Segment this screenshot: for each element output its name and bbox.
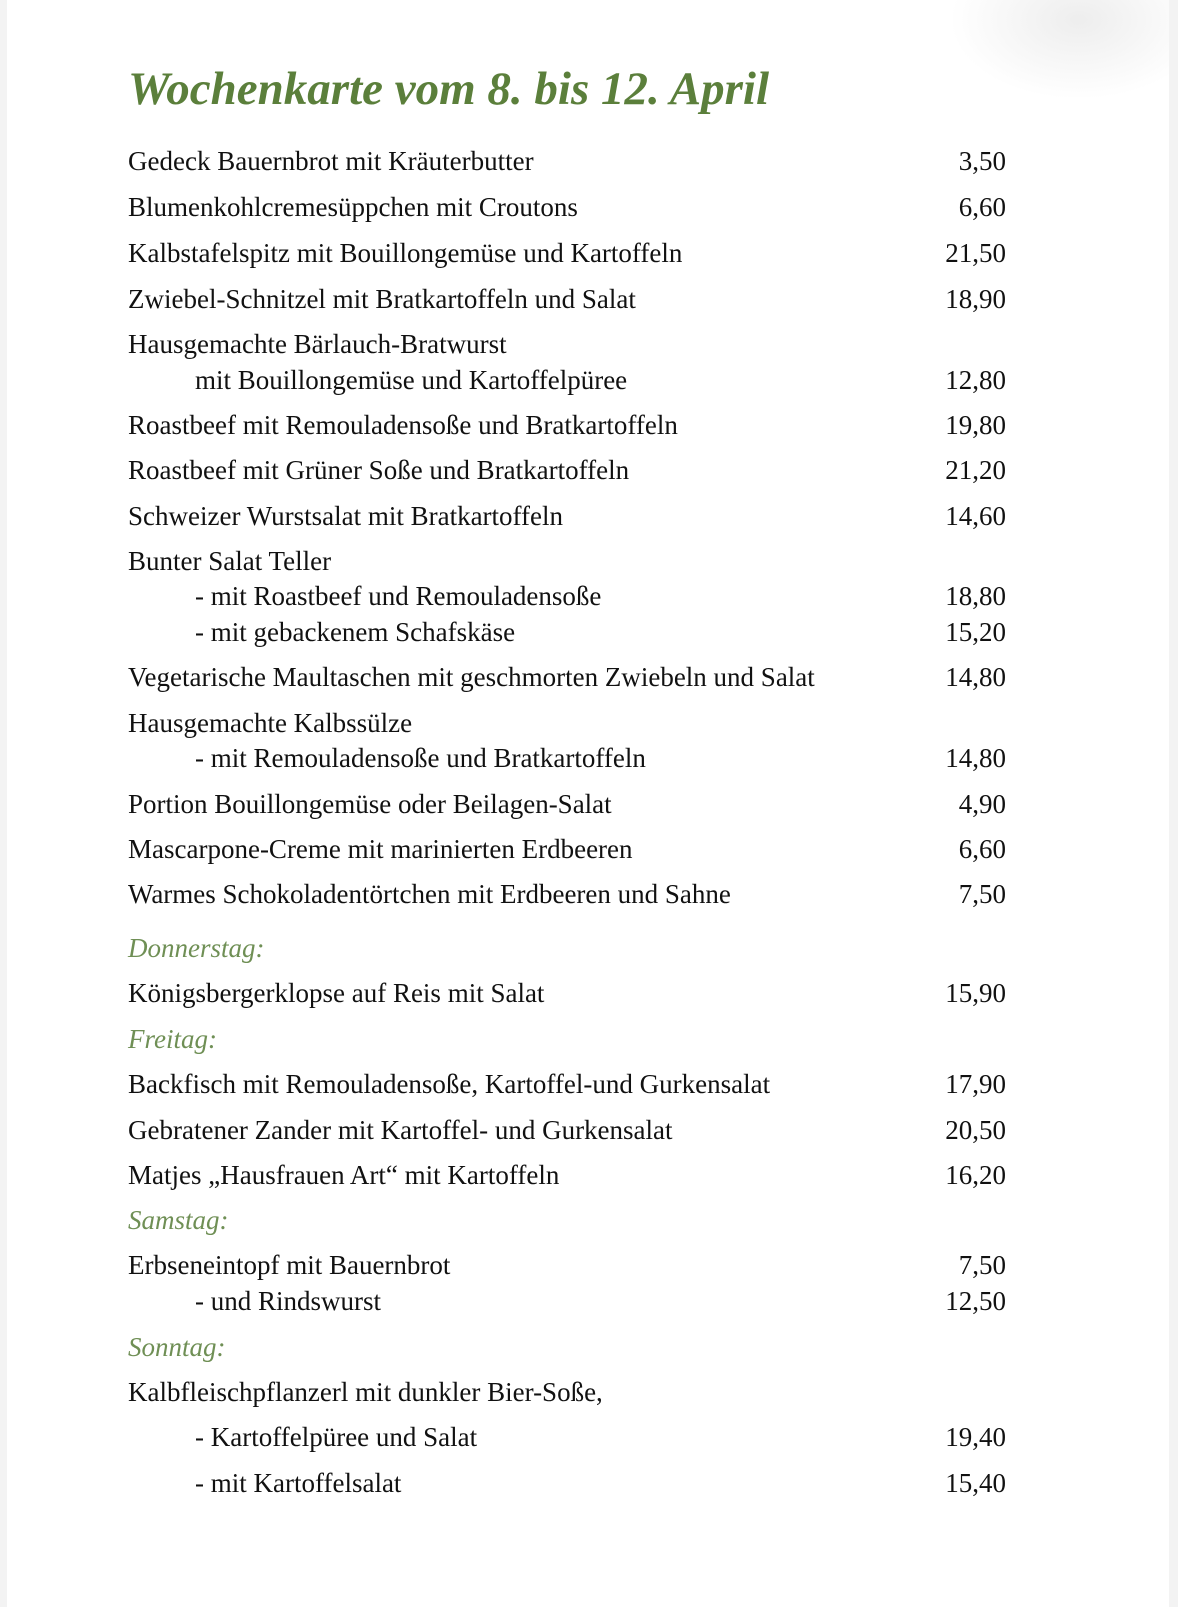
menu-item-name: - Kartoffelpüree und Salat (195, 1422, 478, 1452)
menu-item-name: Kalbfleischpflanzerl mit dunkler Bier-Soße, (128, 1377, 603, 1407)
menu-item-price: 18,80 (945, 581, 1006, 611)
menu-item-name: Backfisch mit Remouladensoße, Kartoffel-und Gurkensalat (128, 1069, 771, 1099)
menu-item-name: Vegetarische Maultaschen mit geschmorten Zwiebeln und Salat (128, 662, 815, 692)
menu-item-name: - und Rindswurst (195, 1286, 382, 1316)
menu-item-name: Warmes Schokoladentörtchen mit Erdbeeren und Sahne (128, 879, 731, 909)
menu-item-price: 12,80 (945, 365, 1006, 395)
menu-item (128, 1112, 1006, 1148)
day-header-samstag: Samstag: (128, 1205, 229, 1235)
menu-item (128, 1247, 1006, 1283)
menu-item-price: 7,50 (958, 1250, 1006, 1280)
menu-item-name: - mit Remouladensoße und Bratkartoffeln (195, 743, 646, 773)
menu-item (128, 1374, 1006, 1410)
menu-item-variant (128, 578, 1006, 614)
menu-item (128, 1157, 1006, 1193)
menu-item-price: 14,80 (945, 662, 1006, 692)
menu-item-price: 17,90 (945, 1069, 1006, 1099)
menu-item (128, 705, 1006, 741)
menu-item-variant (128, 1419, 1006, 1455)
menu-item-name: Kalbstafelspitz mit Bouillongemüse und Kartoffeln (128, 238, 683, 268)
menu-item (128, 786, 1006, 822)
menu-item-name: Roastbeef mit Grüner Soße und Bratkartoffeln (128, 455, 630, 485)
menu-item (128, 326, 1006, 362)
menu-item-price: 15,90 (945, 978, 1006, 1008)
menu-item-price: 21,50 (945, 238, 1006, 268)
menu-item-price: 14,80 (945, 743, 1006, 773)
menu-item-price: 6,60 (958, 192, 1006, 222)
menu-item-name: Erbseneintopf mit Bauernbrot (128, 1250, 451, 1280)
menu-item-name: Gebratener Zander mit Kartoffel- und Gurkensalat (128, 1115, 673, 1145)
menu-item (128, 543, 1006, 579)
day-header-sonntag: Sonntag: (128, 1332, 226, 1362)
menu-item-name: - mit Kartoffelsalat (195, 1468, 402, 1498)
menu-item-price: 4,90 (958, 789, 1006, 819)
menu-item-price: 21,20 (945, 455, 1006, 485)
menu-page (7, 0, 1169, 1607)
menu-item-price: 14,60 (945, 501, 1006, 531)
menu-item (128, 189, 1006, 225)
menu-item (128, 498, 1006, 534)
menu-item-price: 19,80 (945, 410, 1006, 440)
menu-item (128, 831, 1006, 867)
menu-item-name: Gedeck Bauernbrot mit Kräuterbutter (128, 146, 534, 176)
menu-item-name: Königsbergerklopse auf Reis mit Salat (128, 978, 545, 1008)
menu-item-variant (128, 1465, 1006, 1501)
menu-item-name: mit Bouillongemüse und Kartoffelpüree (195, 365, 628, 395)
menu-item-price: 3,50 (958, 146, 1006, 176)
menu-item-price: 16,20 (945, 1160, 1006, 1190)
menu-item-name: Schweizer Wurstsalat mit Bratkartoffeln (128, 501, 564, 531)
menu-item-price: 7,50 (958, 879, 1006, 909)
menu-item-name: - mit gebackenem Schafskäse (195, 617, 516, 647)
menu-item-price: 6,60 (958, 834, 1006, 864)
menu-item-name: Roastbeef mit Remouladensoße und Bratkartoffeln (128, 410, 678, 440)
menu-item-price: 20,50 (945, 1115, 1006, 1145)
menu-item-name: Matjes „Hausfrauen Art“ mit Kartoffeln (128, 1160, 560, 1190)
menu-item-variant (128, 362, 1006, 398)
menu-item-name: Hausgemachte Bärlauch-Bratwurst (128, 329, 507, 359)
menu-item-name: - mit Roastbeef und Remouladensoße (195, 581, 602, 611)
menu-item (128, 235, 1006, 271)
menu-item-price: 15,20 (945, 617, 1006, 647)
page-corner-shadow (949, 0, 1169, 100)
menu-item-variant (128, 740, 1006, 776)
menu-item-price: 19,40 (945, 1422, 1006, 1452)
menu-item-name: Bunter Salat Teller (128, 546, 332, 576)
menu-item-name: Mascarpone-Creme mit marinierten Erdbeeren (128, 834, 633, 864)
menu-item (128, 452, 1006, 488)
day-header-freitag: Freitag: (128, 1024, 217, 1054)
menu-item-name: Hausgemachte Kalbssülze (128, 708, 413, 738)
menu-item (128, 281, 1006, 317)
menu-item (128, 659, 1006, 695)
menu-item-name: Portion Bouillongemüse oder Beilagen-Salat (128, 789, 612, 819)
menu-item-price: 15,40 (945, 1468, 1006, 1498)
menu-item-name: Zwiebel-Schnitzel mit Bratkartoffeln und Salat (128, 284, 636, 314)
menu-item-variant (128, 1283, 1006, 1319)
menu-item-name: Blumenkohlcremesüppchen mit Croutons (128, 192, 578, 222)
day-header-donnerstag: Donnerstag: (128, 933, 265, 963)
menu-item (128, 975, 1006, 1011)
menu-item (128, 407, 1006, 443)
menu-item (128, 143, 1006, 179)
menu-item-price: 18,90 (945, 284, 1006, 314)
menu-item (128, 876, 1006, 912)
menu-item-price: 12,50 (945, 1286, 1006, 1316)
menu-title: Wochenkarte vom 8. bis 12. April (128, 63, 770, 115)
menu-item (128, 1066, 1006, 1102)
menu-item-variant (128, 614, 1006, 650)
